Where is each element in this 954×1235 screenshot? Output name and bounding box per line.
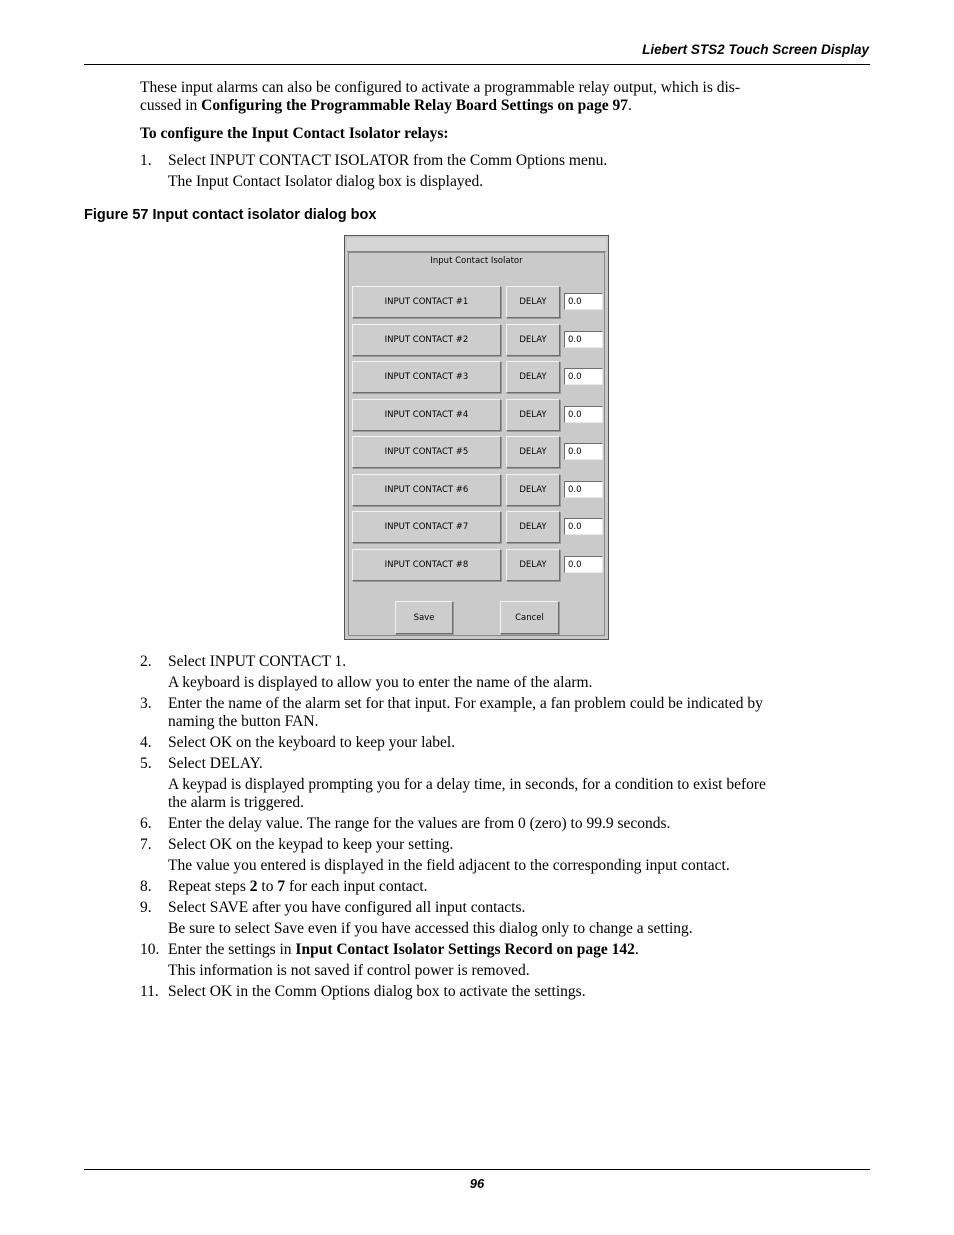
step-text: Select DELAY. [168, 755, 263, 772]
cancel-button[interactable]: Cancel [500, 601, 559, 634]
step-number: 1. [140, 152, 152, 169]
input-contact-7-button[interactable]: INPUT CONTACT #7 [352, 511, 501, 543]
running-header: Liebert STS2 Touch Screen Display [642, 42, 869, 57]
step-text: Select SAVE after you have configured all input contacts. [168, 899, 526, 916]
intro-line-2 [140, 97, 870, 115]
delay-8-value[interactable]: 0.0 [564, 556, 603, 573]
step-text-suffix: . [634, 941, 639, 958]
delay-3-value[interactable]: 0.0 [564, 368, 603, 385]
step-text [168, 941, 868, 959]
step-number: 7. [140, 836, 152, 853]
delay-2-value[interactable]: 0.0 [564, 331, 603, 348]
step-number: 10. [140, 941, 160, 958]
intro-line-1: These input alarms can also be configured to activate a programmable relay output, which is dis- [140, 79, 740, 96]
step-number: 9. [140, 899, 152, 916]
save-button[interactable]: Save [395, 601, 453, 634]
intro-paragraph [140, 79, 870, 115]
figure-caption: Figure 57 Input contact isolator dialog box [84, 207, 377, 223]
step-number: 5. [140, 755, 152, 772]
input-contact-5-button[interactable]: INPUT CONTACT #5 [352, 436, 501, 468]
delay-7-button[interactable]: DELAY [506, 511, 560, 543]
step-text [168, 878, 868, 896]
step-note: This information is not saved if control power is removed. [168, 962, 530, 979]
dialog-title: Input Contact Isolator [430, 256, 523, 266]
input-contact-4-button[interactable]: INPUT CONTACT #4 [352, 399, 501, 431]
delay-6-value[interactable]: 0.0 [564, 481, 603, 498]
input-contact-8-button[interactable]: INPUT CONTACT #8 [352, 549, 501, 581]
intro-suffix: . [627, 97, 632, 114]
footer-rule [84, 1169, 870, 1170]
step-note: The value you entered is displayed in the field adjacent to the corresponding input contact. [168, 857, 730, 874]
step-note: The Input Contact Isolator dialog box is displayed. [168, 173, 484, 190]
step-text: Enter the delay value. The range for the values are from 0 (zero) to 99.9 seconds. [168, 815, 671, 832]
step-text: Select INPUT CONTACT ISOLATOR from the Comm Options menu. [168, 152, 608, 169]
step-text: Select OK on the keyboard to keep your label. [168, 734, 456, 751]
step-note: A keyboard is displayed to allow you to enter the name of the alarm. [168, 674, 593, 691]
step-text: Select INPUT CONTACT 1. [168, 653, 347, 670]
delay-4-button[interactable]: DELAY [506, 399, 560, 431]
step-text-prefix: Repeat steps [168, 878, 250, 895]
step-number: 4. [140, 734, 152, 751]
step-text-line-1: Enter the name of the alarm set for that input. For example, a fan problem could be indicated by [168, 695, 763, 712]
input-contact-1-button[interactable]: INPUT CONTACT #1 [352, 286, 501, 318]
delay-2-button[interactable]: DELAY [506, 324, 560, 356]
step-text: Select OK on the keypad to keep your setting. [168, 836, 454, 853]
input-contact-3-button[interactable]: INPUT CONTACT #3 [352, 361, 501, 393]
delay-5-button[interactable]: DELAY [506, 436, 560, 468]
dialog-titlebar [347, 238, 606, 252]
step-note-line-2: the alarm is triggered. [168, 794, 305, 811]
step-number: 2. [140, 653, 152, 670]
step-number: 3. [140, 695, 152, 712]
delay-1-value[interactable]: 0.0 [564, 293, 603, 310]
header-rule [84, 64, 870, 65]
delay-4-value[interactable]: 0.0 [564, 406, 603, 423]
step-text-line-2: naming the button FAN. [168, 713, 319, 730]
step-number: 8. [140, 878, 152, 895]
delay-1-button[interactable]: DELAY [506, 286, 560, 318]
delay-6-button[interactable]: DELAY [506, 474, 560, 506]
step-note: Be sure to select Save even if you have accessed this dialog only to change a setting. [168, 920, 693, 937]
cross-reference-link[interactable]: Configuring the Programmable Relay Board Settings on page 97 [201, 97, 628, 114]
delay-3-button[interactable]: DELAY [506, 361, 560, 393]
page-number: 96 [469, 1176, 485, 1191]
step-text-prefix: Enter the settings in [168, 941, 296, 958]
step-number: 11. [140, 983, 159, 1000]
step-ref-end: 7 [277, 878, 286, 895]
step-ref-start: 2 [249, 878, 258, 895]
delay-7-value[interactable]: 0.0 [564, 518, 603, 535]
step-note-line-1: A keypad is displayed prompting you for a delay time, in seconds, for a condition to exist before [168, 776, 766, 793]
intro-prefix: cussed in [140, 97, 202, 114]
step-number: 6. [140, 815, 152, 832]
delay-5-value[interactable]: 0.0 [564, 443, 603, 460]
cross-reference-link[interactable]: Input Contact Isolator Settings Record on page 142 [295, 941, 635, 958]
step-text-suffix: for each input contact. [285, 878, 428, 895]
step-text: Select OK in the Comm Options dialog box to activate the settings. [168, 983, 586, 1000]
input-contact-6-button[interactable]: INPUT CONTACT #6 [352, 474, 501, 506]
delay-8-button[interactable]: DELAY [506, 549, 560, 581]
input-contact-2-button[interactable]: INPUT CONTACT #2 [352, 324, 501, 356]
step-text-mid: to [257, 878, 278, 895]
procedure-heading: To configure the Input Contact Isolator relays: [140, 125, 449, 142]
